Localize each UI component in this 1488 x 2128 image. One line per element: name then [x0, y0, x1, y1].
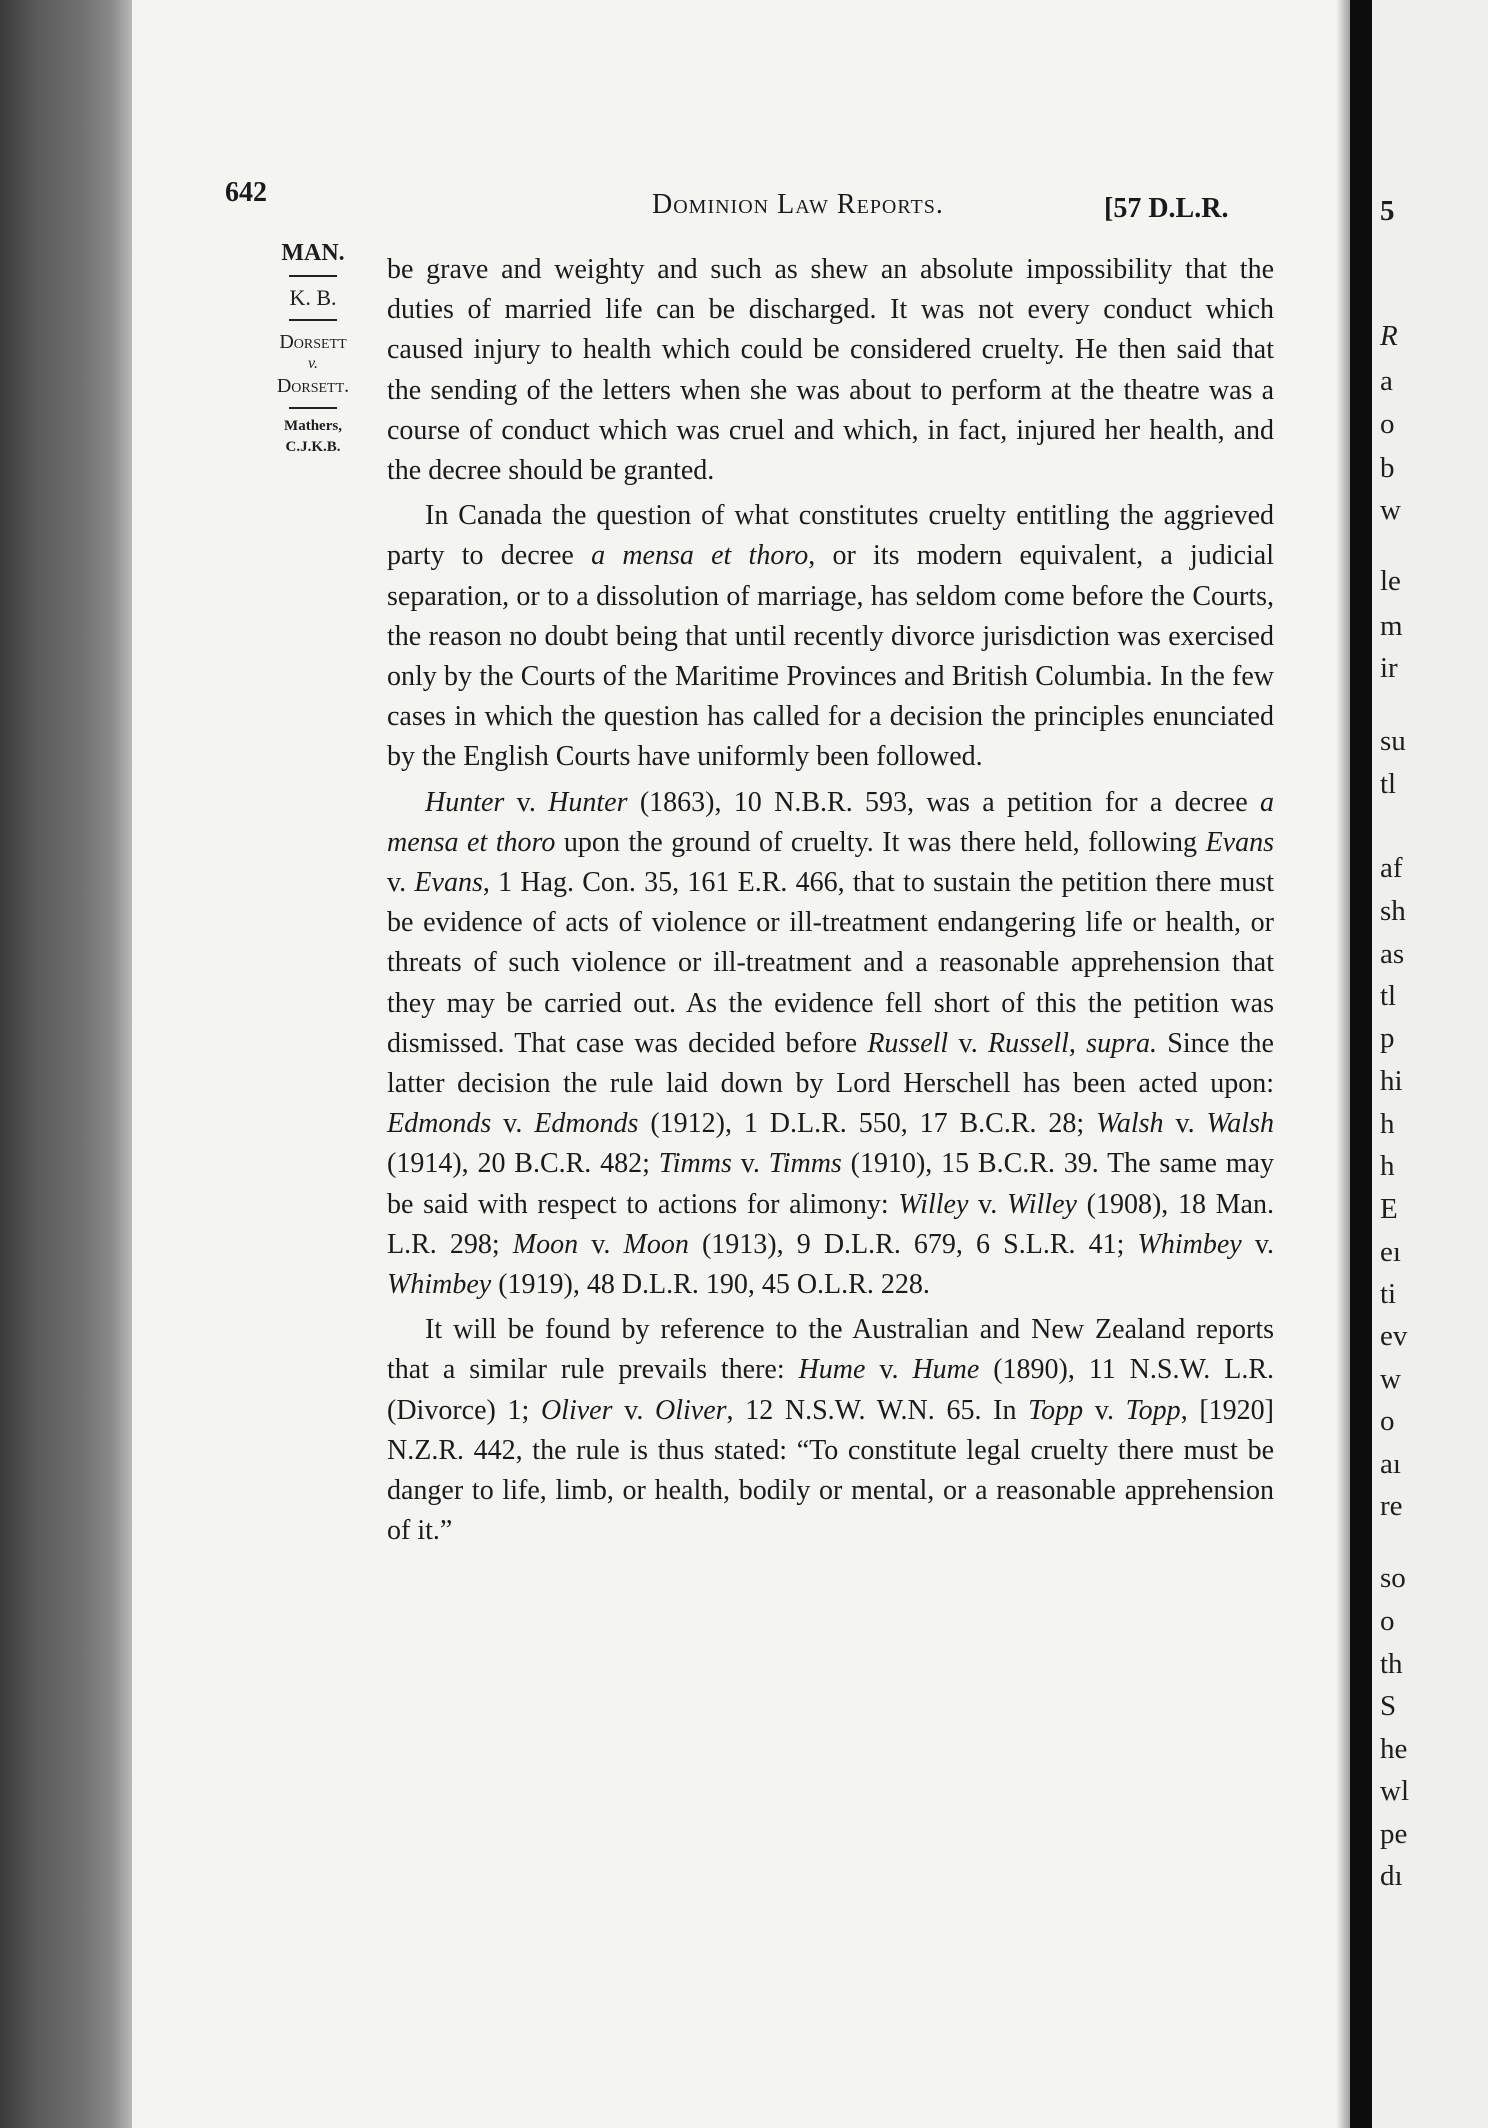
facing-page-fragment: o [1380, 1405, 1395, 1437]
case-name: Whimbey [387, 1269, 492, 1301]
case-name: Moon [512, 1228, 579, 1260]
text-run: v. [387, 867, 415, 899]
facing-page-fragment: af [1380, 852, 1403, 884]
case-name: Moon [623, 1228, 689, 1260]
margin-party-1: Dorsett [279, 331, 347, 353]
facing-page-fragment: dı [1380, 1860, 1403, 1892]
facing-page-fragment: eı [1380, 1236, 1401, 1268]
facing-page-fragment: ir [1380, 652, 1398, 684]
facing-page-fragment: pe [1380, 1818, 1408, 1850]
facing-page-fragment: o [1380, 408, 1395, 440]
text-run: , or its modern equivalent, a judicial separation, or to a dissolution of marriage, has seldom come before the Courts, the reason no doubt being that until recently divorce jurisdiction was exercised only by the Courts of the Maritime Provinces and British Columbia. In the few cases in which the question has called for a decision the principles enunciated by the English Courts have uniformly been followed. [387, 540, 1274, 773]
page-number: 642 [225, 177, 267, 208]
margin-note [228, 240, 398, 457]
case-name: Willey [1006, 1188, 1077, 1220]
margin-versus: v. [308, 355, 318, 372]
text-run: It will be found by reference to the Australian and New Zealand reports that a similar rule prevails there: [387, 1314, 1274, 1386]
page-gap [1350, 0, 1372, 2128]
facing-page-fragment: w [1380, 1363, 1401, 1395]
facing-page-fragment: h [1380, 1150, 1395, 1182]
paragraph-4 [387, 1310, 1274, 1551]
margin-judge-name: Mathers, [284, 418, 342, 434]
text-run: , 1 Hag. Con. 35, 161 E.R. 466, that to sustain the petition there must be evidence of acts of violence or ill-treatment endangering life or health, or threats of such violence or ill-treatment and a reasonable apprehension that they may be carried out. As the evidence fell short of this the petition was dismissed. That case was decided before [387, 867, 1274, 1059]
text-run: upon the ground of cruelty. It was there held, following [555, 826, 1206, 858]
book-spine-edge [0, 0, 132, 2128]
facing-page-fragment: E [1380, 1193, 1398, 1225]
case-name: Evans [1205, 826, 1274, 858]
facing-page-fragment: ev [1380, 1320, 1408, 1352]
case-name: Hunter [425, 786, 505, 818]
facing-page-fragment: so [1380, 1562, 1406, 1594]
margin-judge-title: C.J.K.B. [285, 439, 341, 455]
case-name: Hume [912, 1354, 980, 1386]
text-run: (1910), 15 B.C.R. 39. The same may be said with respect to actions for alimony: [387, 1148, 1274, 1220]
margin-divider [289, 407, 337, 409]
facing-page-fragment: a [1380, 365, 1393, 397]
facing-page-fragment: le [1380, 565, 1401, 597]
margin-court: K. B. [289, 285, 337, 310]
case-name: Oliver [655, 1394, 727, 1426]
text-run: (1913), 9 D.L.R. 679, 6 S.L.R. 41; [688, 1228, 1138, 1260]
margin-party-2: Dorsett. [276, 375, 350, 397]
facing-page-fragment: su [1380, 725, 1406, 757]
facing-page-fragment: hi [1380, 1065, 1403, 1097]
text-run: (1890), 11 N.S.W. L.R. (Divorce) 1; [387, 1354, 1274, 1426]
latin-phrase: a mensa et thoro [591, 540, 809, 572]
case-name: Hume [798, 1354, 866, 1386]
case-name: Hunter [548, 786, 628, 818]
case-name: Walsh [1096, 1108, 1164, 1140]
facing-page-fragment: as [1380, 938, 1405, 970]
volume-reference: [57 D.L.R. [1104, 193, 1229, 224]
document-page [132, 0, 1350, 2128]
case-name: Edmonds [534, 1108, 639, 1140]
latin-phrase: a mensa et thoro [387, 786, 1274, 858]
facing-page-fragment: sh [1380, 895, 1406, 927]
facing-page-fragment: re [1380, 1490, 1403, 1522]
text-run: v. [491, 1108, 535, 1140]
body-text [387, 250, 1274, 1552]
text-run: v. [612, 1394, 656, 1426]
facing-page-fragment: aı [1380, 1448, 1401, 1480]
paragraph-1: be grave and weighty and such as shew an absolute impossibility that the duties of married life can be discharged. It was not every conduct which caused injury to health which could be considered cruelty. He then said that the sending of the letters when she was about to perform at the theatre was a course of conduct which was cruel and which, in fact, injured her health, and the decree should be granted. [387, 254, 1274, 487]
text-run: v. [968, 1188, 1007, 1220]
text-run: , 12 N.S.W. W.N. 65. In [726, 1394, 1029, 1426]
text-run: v. [578, 1228, 624, 1260]
facing-page-edge [1372, 0, 1488, 2128]
facing-page-fragment: w [1380, 494, 1401, 526]
page-gutter-shadow [1336, 0, 1350, 2128]
case-name: Topp [1028, 1394, 1084, 1426]
text-run: v. [865, 1354, 913, 1386]
text-run: In Canada the question of what constitutes cruelty entitling the aggrieved party to decree [387, 500, 1274, 572]
text-run: (1863), 10 N.B.R. 593, was a petition for a decree [627, 786, 1260, 818]
facing-page-fragment: o [1380, 1605, 1395, 1637]
facing-page-fragment: tl [1380, 768, 1397, 800]
margin-divider [289, 275, 337, 277]
text-run: v. [948, 1027, 988, 1059]
facing-page-fragment: th [1380, 1648, 1403, 1680]
facing-page-fragment: R [1380, 320, 1398, 352]
case-name: Russell, supra. [988, 1027, 1157, 1059]
text-run: v. [1241, 1228, 1274, 1260]
facing-page-fragment: b [1380, 452, 1395, 484]
case-name: Topp [1125, 1394, 1181, 1426]
text-run: (1912), 1 D.L.R. 550, 17 B.C.R. 28; [638, 1108, 1097, 1140]
facing-page-fragment: ti [1380, 1278, 1397, 1310]
case-name: Whimbey [1137, 1228, 1242, 1260]
facing-page-fragment: wl [1380, 1775, 1409, 1807]
text-run: , [1920] N.Z.R. 442, the rule is thus stated: “To constitute legal cruelty there must be danger to life, limb, or health, bodily or mental, or a reasonable apprehension of it.” [387, 1394, 1275, 1547]
paragraph-2 [387, 496, 1274, 777]
case-name: Walsh [1206, 1108, 1274, 1140]
facing-page-fragment: tl [1380, 980, 1397, 1012]
text-run: v. [1163, 1108, 1207, 1140]
text-run: v. [504, 786, 549, 818]
facing-page-fragment: p [1380, 1022, 1395, 1054]
text-run: (1908), 18 Man. L.R. 298; [387, 1188, 1274, 1260]
case-name: Timms [658, 1148, 732, 1180]
facing-page-fragment: 5 [1380, 195, 1395, 227]
text-run: (1919), 48 D.L.R. 190, 45 O.L.R. 228. [491, 1269, 930, 1301]
case-name: Evans [414, 867, 483, 899]
margin-divider [289, 319, 337, 321]
case-name: Oliver [540, 1394, 613, 1426]
case-name: Russell [867, 1027, 949, 1059]
text-run: v. [1083, 1394, 1126, 1426]
text-run: (1914), 20 B.C.R. 482; [387, 1148, 659, 1180]
margin-jurisdiction: MAN. [281, 240, 345, 266]
paragraph-3 [387, 783, 1274, 1306]
running-title: Dominion Law Reports. [652, 189, 944, 220]
case-name: Timms [768, 1148, 842, 1180]
case-name: Willey [898, 1188, 969, 1220]
facing-page-fragment: he [1380, 1733, 1408, 1765]
facing-page-fragment: S [1380, 1690, 1397, 1722]
case-name: Edmonds [387, 1108, 492, 1140]
text-run: v. [731, 1148, 769, 1180]
facing-page-fragment: m [1380, 610, 1403, 642]
text-run: Since the latter decision the rule laid down by Lord Herschell has been acted upon: [387, 1027, 1274, 1100]
facing-page-fragment: h [1380, 1108, 1395, 1140]
